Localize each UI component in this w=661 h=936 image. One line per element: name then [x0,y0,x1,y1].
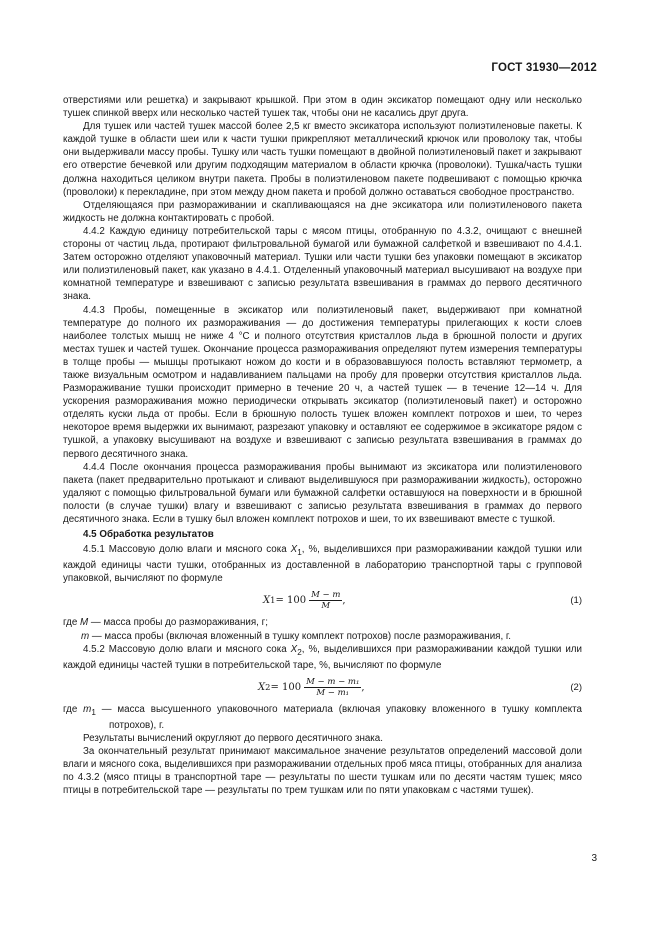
fraction-denominator: M − m₁ [316,687,350,698]
legend-M: где M — масса пробы до размораживания, г; [63,617,268,629]
section-heading-4-5: 4.5 Обработка результатов [83,529,214,541]
formula-1-number: (1) [570,595,582,607]
fraction-numerator: M − m − m₁ [306,676,360,687]
formula-2 [63,674,582,701]
paragraph-4-5-1: 4.5.1 Массовую долю влаги и мясного сока $X_1$, %, выделившихся при размораживании каждой тушки или каждой единицы части тушки, отобранных из доставленной в лабораторию транспортной тары с групповой упаковкой, вычисляют по формуле [63,544,582,585]
fraction-numerator: M − m [311,590,341,601]
page-number: 3 [591,853,597,864]
paragraph-rounding: Результаты вычислений округляют до первого десятичного знака. [83,732,383,744]
page-body [63,94,582,797]
legend-m1: где $m_1$ — масса высушенного упаковочного материала (включая упаковку вложенного в тушку комплекта потрохов), г. [63,703,582,731]
paragraph-4-5-2: 4.5.2 Массовую долю влаги и мясного сока $X_2$, %, выделившихся при размораживании каждой тушки или каждой единицы частей тушки в потребительской таре, %, вычисляют по формуле [63,643,582,671]
legend-m: m — масса пробы (включая вложенный в тушку комплект потрохов) после размораживания, г. [81,630,512,642]
formula-2-expression: X 2 = 100 $\frac{\text{M − m − m₁}}{\text{M − m₁}}$ , [258,676,365,698]
formula-1-expression: X 1 = 100 $\frac{M - m}{M}$ , [263,590,346,612]
fraction-denominator: M [321,601,331,612]
paragraph-4-4-4: 4.4.4 После окончания процесса размораживания пробы вынимают из эксикатора или полиэтиленового пакета (пакет предварительно протыкают и сливают выделившуюся при размораживании жидкость), осторожно удаляют с помощью фильтровальной бумаги или бумажной салфетки оставшуюся на поверхности и в брюшной полости (в случае тушки) влагу и взвешивают с записью результата взвешивания в граммах до первого десятичного знака. Если в тушку был вложен комплект потрохов и шеи, то их взвешивают вместе с тушкой. [63,461,582,525]
document-header-id: ГОСТ 31930—2012 [491,62,597,74]
formula-2-number: (2) [570,681,582,693]
paragraph-4-4-3: 4.4.3 Пробы, помещенные в эксикатор или полиэтиленовый пакет, выдерживают при комнатной температуре до полного их размораживания — до достижения температуры прилегающих к кости слоев наиболее толстых мышц не ниже 4 °С и полного отсутствия кристаллов льда в брюшной полости и других местах тушек и частей тушек. Окончание процесса размораживания определяют путем измерения температуры в толще пробы — мышцы протыкают ножом до кости и в образовавшуюся полость вставляют термометр, а также визуальным осмотром и надавливанием пальцами на пробу для проверки отсутствия кристаллов льда. Размораживание тушки происходит примерно в течение 20 ч, а частей тушек — в течение 12—14 ч. Для ускорения размораживания можно периодически открывать эксикатор (полиэтиленовый пакет) и осторожно отделять куски льда от пробы. Если в брюшную полость тушек вложен комплект потрохов и шеи, то через некоторое время выдержки их вынимают, разрезают упаковку и оставляют ее содержимое в эксикаторе рядом с тушкой, а упаковку высушивают на воздухе и взвешивают с записью результата взвешивания в граммах до первого десятичного знака. [63,304,582,460]
fraction [309,590,342,611]
paragraph: Для тушек или частей тушек массой более 2,5 кг вместо эксикатора используют полиэтиленовые пакеты. К каждой тушке в области шеи или к части тушки прикрепляют металлический крючок или проволоку так, чтобы они выдерживали массу пробы. Тушку или часть тушки помещают в двойной полиэтиленовый пакет и закрывают его отверстие бечевкой или другим подходящим материалом в области крючка (проволоки). Тушка/часть тушки должна находиться целиком внутри пакета. Пробы в полиэтиленовом пакете подвешивают с помощью крючка (проволоки) к перекладине, при этом между дном пакета и пробой должно оставаться свободное пространство. [63,121,582,198]
paragraph: Отделяющаяся при размораживании и скапливающаяся на дне эксикатора или полиэтиленового пакета жидкость не должна контактировать с пробой. [63,199,582,224]
fraction [304,677,361,698]
paragraph-final-result: За окончательный результат принимают максимальное значение результатов определений массовой доли влаги и мясного сока, выделившихся при размораживании отдельных проб мяса птицы, отобранных для анализа по 4.3.2 (мясо птицы в транспортной таре — результаты по шести тушкам или по десяти частям тушек; мясо птицы в потребительской таре — результаты по трем тушкам или по пяти упаковкам с частями тушек). [63,745,582,797]
paragraph: отверстиями или решетка) и закрывают крышкой. При этом в один эксикатор помещают одну или несколько тушек спинкой вверх или несколько частей тушек так, чтобы они не касались друг друга. [63,95,582,120]
formula-1 [63,587,582,614]
paragraph-4-4-2: 4.4.2 Каждую единицу потребительской тары с мясом птицы, отобранную по 4.3.2, очищают с внешней стороны от частиц льда, протирают фильтровальной бумагой или бумажной салфеткой и взвешивают по 4.4.1. Затем осторожно отделяют упаковочный материал. Тушки или части тушки без упаковки помещают в эксикатор или полиэтиленовый пакет, как указано в 4.4.1. Отделенный упаковочный материал высушивают на воздухе при комнатной температуре и взвешивают с записью результата взвешивания в граммах до первого десятичного знака. [63,225,582,303]
